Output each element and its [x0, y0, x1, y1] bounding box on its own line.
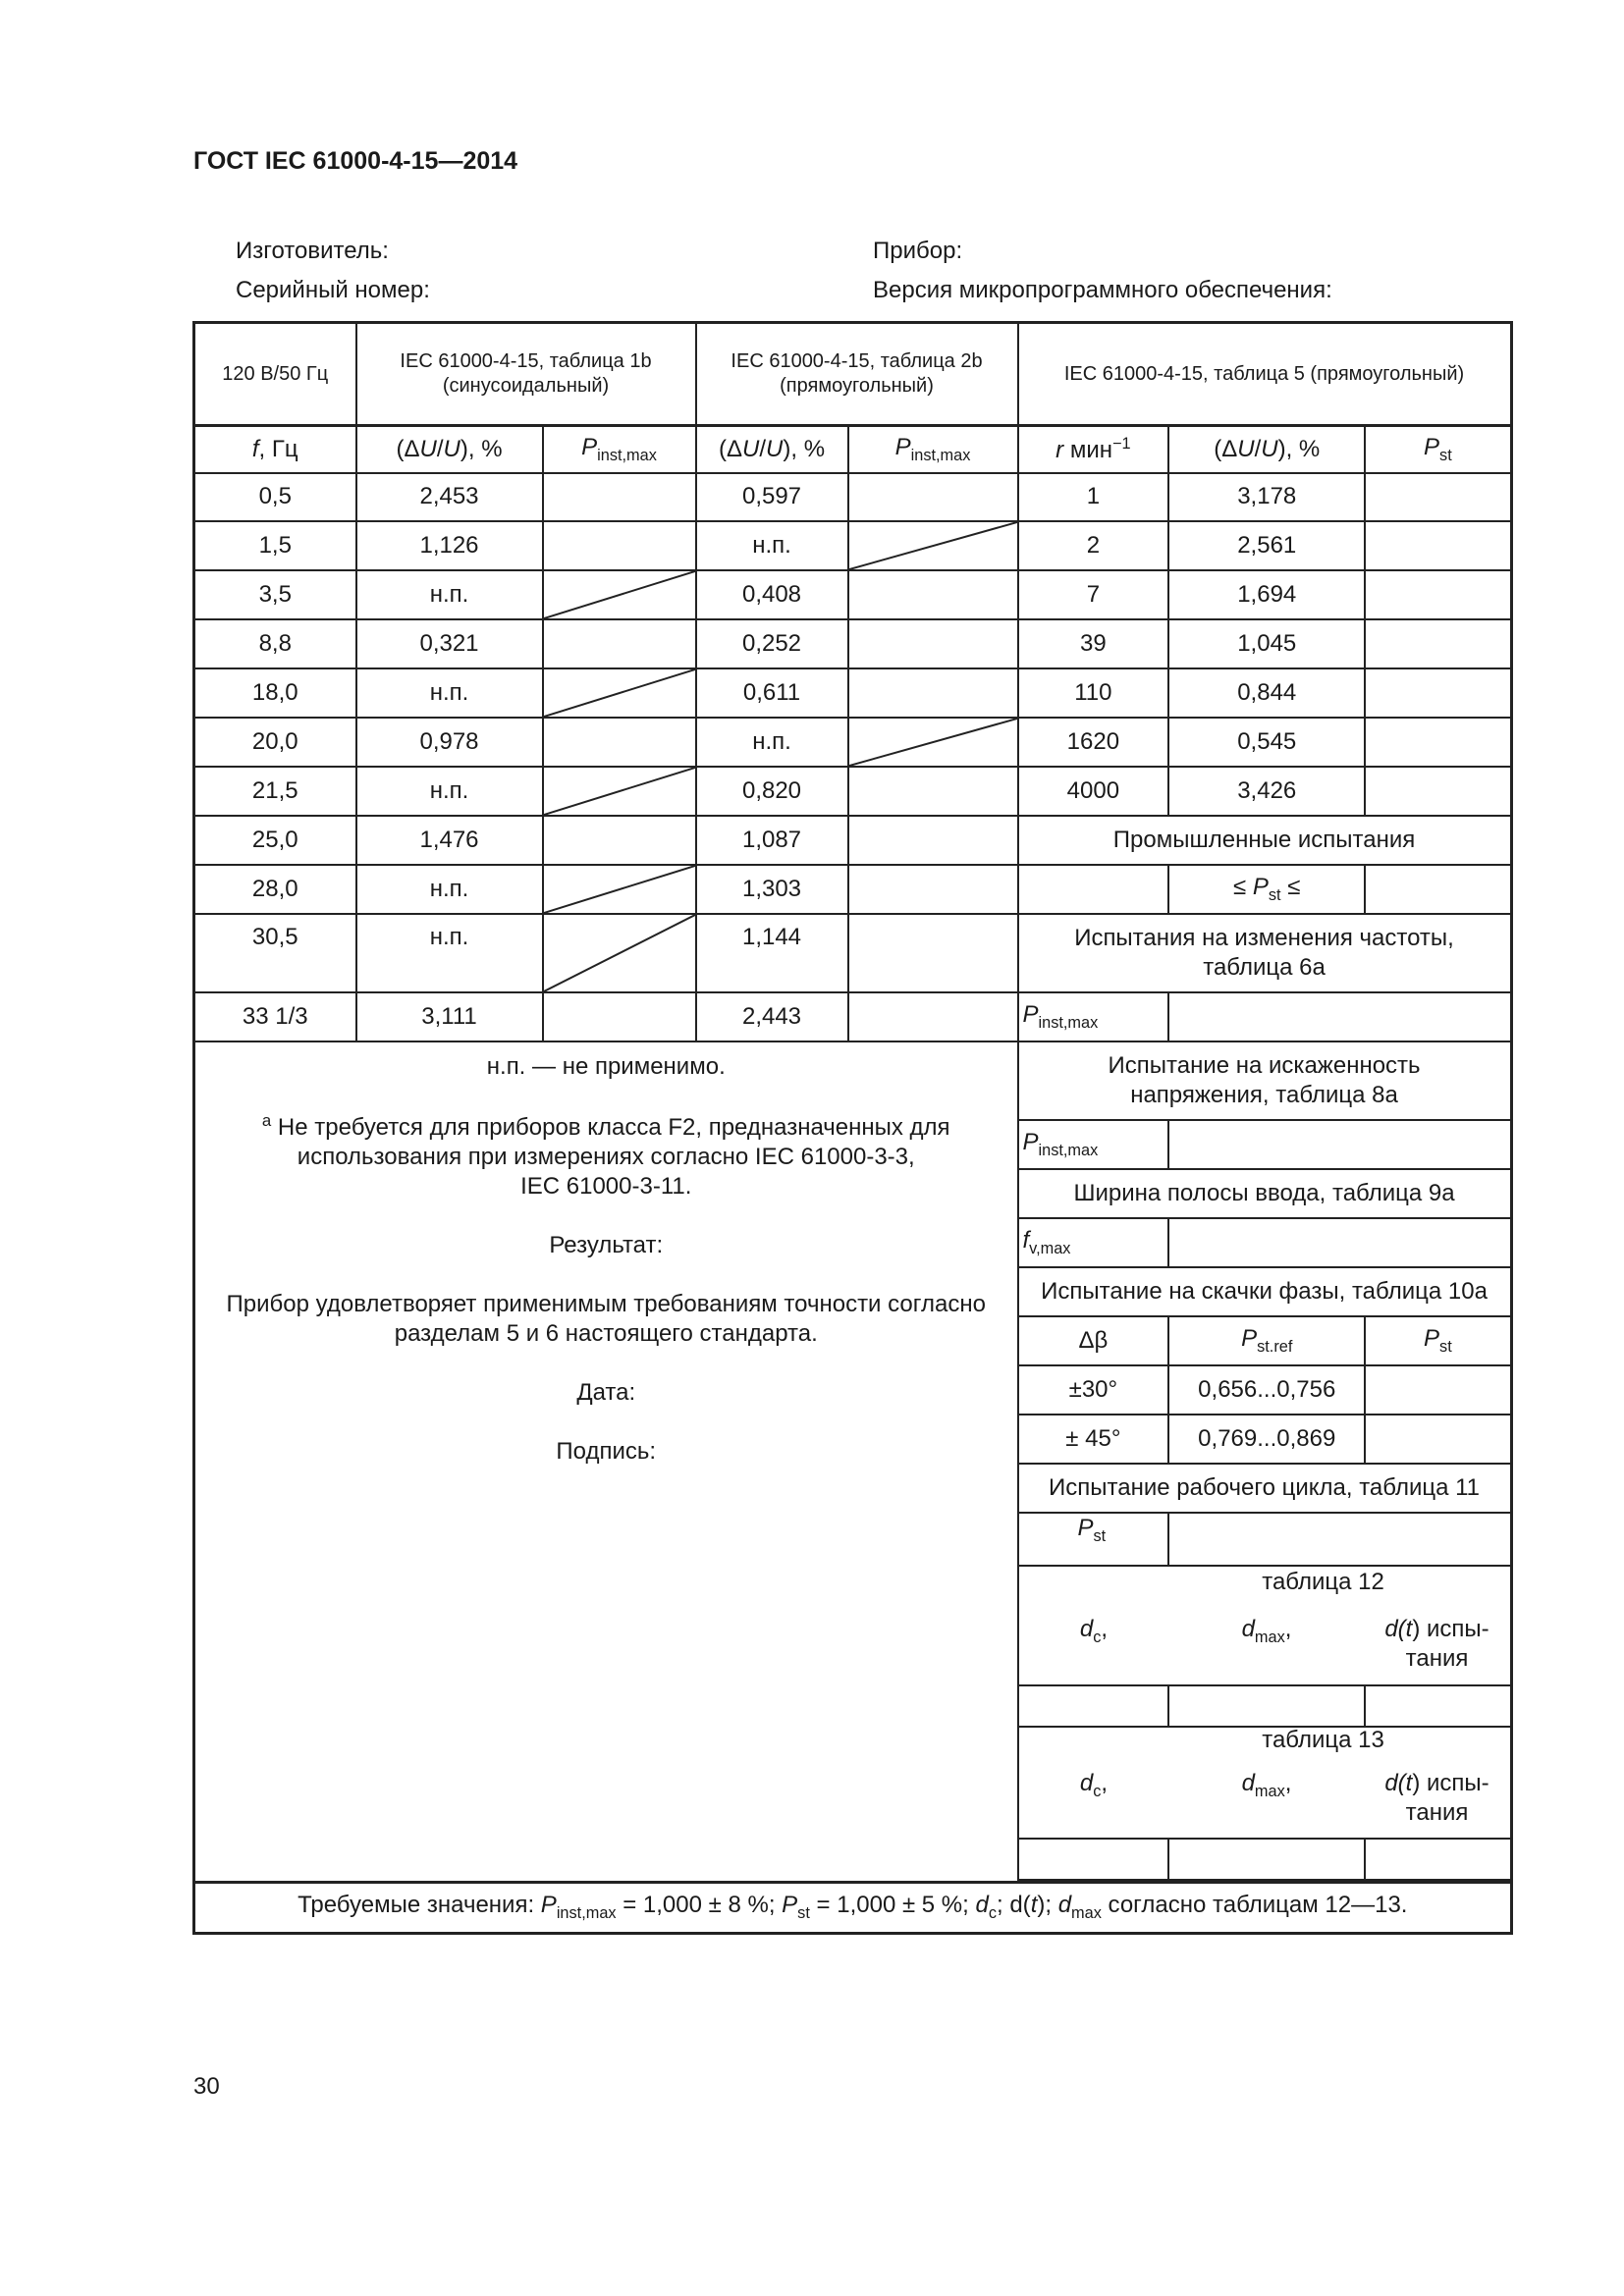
du-t5-cell: 2,561: [1168, 521, 1365, 570]
device-label: Прибор:: [873, 238, 963, 264]
header-row: [194, 323, 1512, 426]
dmax-label: $d_{max}$,: [1241, 1769, 1292, 1800]
pst-ref-header: $P_{st.ref}$: [1168, 1316, 1365, 1365]
col-pinst-rect: $P_{inst,max}$: [848, 426, 1018, 473]
pst-cell: [1365, 473, 1511, 521]
du-sin-cell: н.п.: [356, 865, 543, 914]
dmax-value-cell: [1168, 1839, 1365, 1880]
dc-value-cell: [1018, 1839, 1169, 1880]
industrial-blank-cell: [1365, 865, 1511, 914]
freq-cell: 1,5: [194, 521, 356, 570]
du-sin-cell: 0,321: [356, 619, 543, 668]
du-t5-cell: 0,844: [1168, 668, 1365, 718]
np-note: н.п. — не применимо.: [486, 1052, 726, 1080]
table-row: [194, 992, 1512, 1041]
not-applicable-cell: [543, 914, 696, 992]
table-12-title: таблица 12: [1262, 1568, 1384, 1595]
freq-cell: 30,5: [194, 914, 356, 992]
pinst-sin-cell: [543, 992, 696, 1041]
freq-cell: 0,5: [194, 473, 356, 521]
dt-value-cell: [1365, 1839, 1511, 1880]
pst-label-cell: $P_{st}$: [1018, 1513, 1169, 1566]
du-rect-cell: 0,820: [696, 767, 848, 816]
rate-cell: 39: [1018, 619, 1169, 668]
manufacturer-label: Изготовитель:: [236, 238, 389, 264]
du-t5-cell: 3,426: [1168, 767, 1365, 816]
pinst-sin-cell: [543, 816, 696, 865]
footnote-a-line3: IEC 61000-3-11.: [520, 1172, 692, 1200]
requirements-row: [194, 1882, 1512, 1933]
table-2b-header: IEC 61000-4-15, таблица 2b (прямоугольный): [696, 323, 1018, 426]
pinst-sin-cell: [543, 619, 696, 668]
firmware-version-label: Версия микропрограммного обеспечения:: [873, 277, 1332, 303]
frequency-change-test-label: Испытания на изменения частоты, таблица 6а: [1018, 914, 1512, 992]
du-sin-cell: н.п.: [356, 668, 543, 718]
rate-cell: 4000: [1018, 767, 1169, 816]
dt-value-cell: [1365, 1685, 1511, 1727]
du-rect-cell: 2,443: [696, 992, 848, 1041]
document-header: ГОСТ IEC 61000-4-15—2014: [193, 147, 518, 175]
table-row: [194, 865, 1512, 914]
freq-cell: 21,5: [194, 767, 356, 816]
table-row: [194, 473, 1512, 521]
pinst-rect-cell: [848, 816, 1018, 865]
fv-label-cell: $f_{v,max}$: [1018, 1218, 1169, 1267]
bandwidth-test-label: Ширина полосы ввода, таблица 9а: [1018, 1169, 1512, 1218]
result-label: Результат:: [549, 1231, 664, 1258]
table-row: [194, 570, 1512, 619]
pst-cell: [1365, 668, 1511, 718]
serial-number-label: Серийный номер:: [236, 277, 430, 303]
du-rect-cell: 1,087: [696, 816, 848, 865]
date-label: Дата:: [576, 1378, 636, 1406]
pinst-label-cell: $P_{inst,max}$: [1018, 1120, 1169, 1169]
supply-header: 120 В/50 Гц: [194, 323, 356, 426]
distortion-row: [194, 1041, 1512, 1120]
du-sin-cell: н.п.: [356, 767, 543, 816]
test-results-table: [192, 321, 1513, 1935]
dt-label: d(t) испы- тания: [1384, 1615, 1489, 1672]
table-13-title: таблица 13: [1262, 1726, 1384, 1753]
du-rect-cell: 0,597: [696, 473, 848, 521]
table-row: [194, 914, 1512, 992]
pinst-rect-cell: [848, 473, 1018, 521]
pst-value-cell: [1365, 1415, 1511, 1464]
dmax-label: $d_{max}$,: [1241, 1615, 1292, 1646]
dmax-value-cell: [1168, 1685, 1365, 1727]
delta-beta-header: Δβ: [1018, 1316, 1169, 1365]
dc-label: $d_c$,: [1079, 1615, 1109, 1646]
du-sin-cell: 1,476: [356, 816, 543, 865]
freq-cell: 8,8: [194, 619, 356, 668]
industrial-tests-label: Промышленные испытания: [1018, 816, 1512, 865]
dt-label: d(t) испы- тания: [1384, 1769, 1489, 1826]
rate-cell: 7: [1018, 570, 1169, 619]
not-applicable-cell: [848, 521, 1018, 570]
du-t5-cell: 1,694: [1168, 570, 1365, 619]
col-frequency: f, Гц: [194, 426, 356, 473]
du-t5-cell: 0,545: [1168, 718, 1365, 767]
rate-cell: 110: [1018, 668, 1169, 718]
pst-cell: [1365, 767, 1511, 816]
page-number: 30: [193, 2073, 220, 2100]
fv-value-cell: [1168, 1218, 1511, 1267]
conclusion-text: Прибор удовлетворяет применимым требованиям точности согласно: [226, 1290, 986, 1317]
du-rect-cell: 0,611: [696, 668, 848, 718]
pinst-rect-cell: [848, 767, 1018, 816]
col-pinst-sin: $P_{inst,max}$: [543, 426, 696, 473]
pst-range-cell: ≤ $P_{st}$ ≤: [1168, 865, 1365, 914]
distortion-test-label: Испытание на искаженность напряжения, таблица 8а: [1018, 1041, 1512, 1120]
du-rect-cell: н.п.: [696, 718, 848, 767]
du-rect-cell: 1,144: [696, 914, 848, 992]
du-rect-cell: 0,252: [696, 619, 848, 668]
pinst-sin-cell: [543, 473, 696, 521]
du-sin-cell: 2,453: [356, 473, 543, 521]
pinst-value-cell: [1168, 992, 1511, 1041]
pinst-rect-cell: [848, 570, 1018, 619]
rate-cell: 1620: [1018, 718, 1169, 767]
du-rect-cell: н.п.: [696, 521, 848, 570]
conclusion-text-line2: разделам 5 и 6 настоящего стандарта.: [394, 1319, 818, 1347]
not-applicable-cell: [848, 718, 1018, 767]
freq-cell: 25,0: [194, 816, 356, 865]
industrial-blank-cell: [1018, 865, 1169, 914]
pst-cell: [1365, 521, 1511, 570]
rate-cell: 1: [1018, 473, 1169, 521]
pinst-value-cell: [1168, 1120, 1511, 1169]
pinst-rect-cell: [848, 992, 1018, 1041]
du-sin-cell: 1,126: [356, 521, 543, 570]
pst-ref-range-cell: 0,769...0,869: [1168, 1415, 1365, 1464]
col-du-rect: (ΔU/U), %: [696, 426, 848, 473]
dc-label: $d_c$,: [1079, 1769, 1109, 1800]
pst-value-cell: [1365, 1365, 1511, 1415]
not-applicable-cell: [543, 668, 696, 718]
dc-value-cell: [1018, 1685, 1169, 1727]
footnote-a: $^a$ Не требуется для приборов класса F2, предназначенных для: [261, 1110, 950, 1141]
col-rate: r мин$^{-1}$: [1018, 426, 1169, 473]
col-du-t5: (ΔU/U), %: [1168, 426, 1365, 473]
table-row: [194, 767, 1512, 816]
du-t5-cell: 3,178: [1168, 473, 1365, 521]
du-rect-cell: 0,408: [696, 570, 848, 619]
not-applicable-cell: [543, 767, 696, 816]
required-values-text: Требуемые значения: $P_{inst,max} = 1,000 \pm 8$ %; $P_{st} = 1,000 \pm 5$ %; $d_c$; d(t); $d_{max}$ согласно таблицам 12—13.: [194, 1882, 1512, 1933]
du-sin-cell: 3,111: [356, 992, 543, 1041]
freq-cell: 18,0: [194, 668, 356, 718]
not-applicable-cell: [543, 570, 696, 619]
table-row: [194, 668, 1512, 718]
du-sin-cell: н.п.: [356, 570, 543, 619]
du-t5-cell: 1,045: [1168, 619, 1365, 668]
not-applicable-cell: [543, 865, 696, 914]
freq-cell: 28,0: [194, 865, 356, 914]
duty-cycle-test-label: Испытание рабочего цикла, таблица 11: [1018, 1464, 1512, 1513]
pinst-rect-cell: [848, 668, 1018, 718]
du-sin-cell: 0,978: [356, 718, 543, 767]
pinst-rect-cell: [848, 865, 1018, 914]
col-pst: $P_{st}$: [1365, 426, 1511, 473]
freq-cell: 3,5: [194, 570, 356, 619]
table-row: [194, 718, 1512, 767]
column-header-row: [194, 426, 1512, 473]
phase-angle-cell: ± 45°: [1018, 1415, 1169, 1464]
pst-cell: [1365, 718, 1511, 767]
table-row: [194, 816, 1512, 865]
pinst-label-cell: $P_{inst,max}$: [1018, 992, 1169, 1041]
table-row: [194, 521, 1512, 570]
table-1b-header: IEC 61000-4-15, таблица 1b (синусоидальный): [356, 323, 696, 426]
pinst-sin-cell: [543, 718, 696, 767]
table-12-block: [1018, 1566, 1512, 1685]
pst-header: $P_{st}$: [1365, 1316, 1511, 1365]
table-row: [194, 619, 1512, 668]
pinst-rect-cell: [848, 914, 1018, 992]
du-sin-cell: н.п.: [356, 914, 543, 992]
phase-jump-test-label: Испытание на скачки фазы, таблица 10а: [1018, 1267, 1512, 1316]
table-13-block: [1018, 1727, 1512, 1839]
col-du-sin: (ΔU/U), %: [356, 426, 543, 473]
pst-cell: [1365, 570, 1511, 619]
pst-ref-range-cell: 0,656...0,756: [1168, 1365, 1365, 1415]
footnote-a-line2: использования при измерениях согласно IEC 61000-3-3,: [297, 1143, 915, 1170]
freq-cell: 33 1/3: [194, 992, 356, 1041]
freq-cell: 20,0: [194, 718, 356, 767]
table-5-header: IEC 61000-4-15, таблица 5 (прямоугольный): [1018, 323, 1512, 426]
pinst-sin-cell: [543, 521, 696, 570]
du-rect-cell: 1,303: [696, 865, 848, 914]
rate-cell: 2: [1018, 521, 1169, 570]
notes-block: [194, 1041, 1018, 1883]
signature-label: Подпись:: [556, 1437, 657, 1465]
pinst-rect-cell: [848, 619, 1018, 668]
phase-angle-cell: ±30°: [1018, 1365, 1169, 1415]
pst-cell: [1365, 619, 1511, 668]
pst-value-cell: [1168, 1513, 1511, 1566]
